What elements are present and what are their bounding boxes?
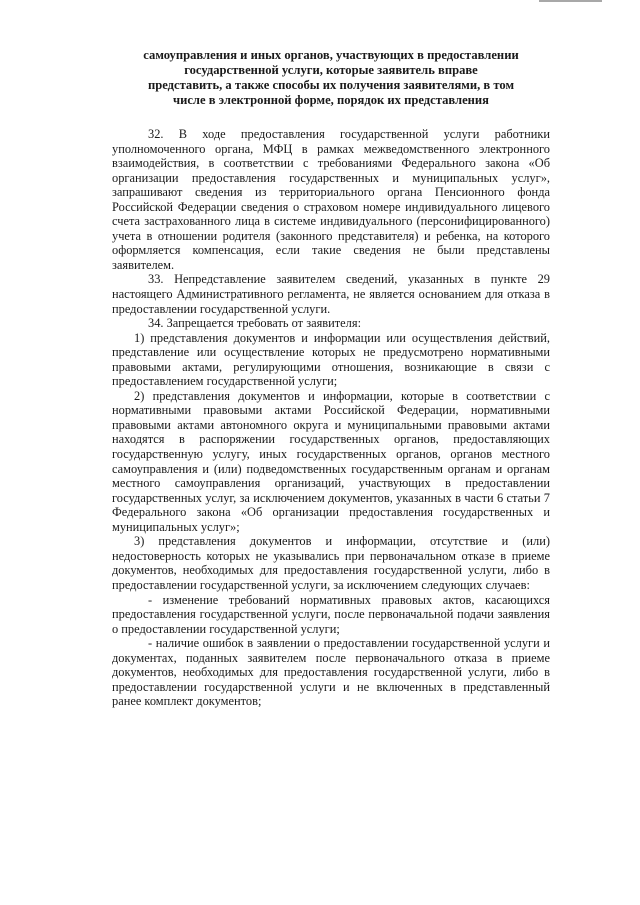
heading-line: числе в электронной форме, порядок их представления (172, 93, 489, 107)
heading-line: представить, а также способы их получения заявителями, в том (147, 78, 515, 92)
paragraph-34: 34. Запрещается требовать от заявителя: (148, 316, 362, 331)
paragraph-34-item-3-case-a: - изменение требований нормативных правовых актов, касающихся предоставления государственной услуги, после первоначальной подачи заявления о предоставлении государственной услуги; (112, 592, 550, 636)
document-page (112, 48, 550, 709)
heading-line: самоуправления и иных органов, участвующих в предоставлении (143, 48, 519, 62)
paragraph-34-item-2: 2) представления документов и информации, которые в соответствии с нормативными правовыми актами Российской Федерации, нормативными правовыми актами автономного округа и муниципальными правовыми актами находятся в распоряжении государственных органов, предоставляющих государственную услугу, иных государственных органов, органов местного самоуправления и (или) подведомственных государственным органам и органам местного самоуправления организаций, участвующих в предоставлении государственных услуг, за исключением документов, указанных в части 6 статьи 7 Федерального закона «Об организации предоставления государственных и муниципальных услуг»; (112, 388, 550, 534)
paragraph-34-item-3-case-b: - наличие ошибок в заявлении о предоставлении государственной услуги и документах, поданных заявителем после первоначального отказа в приеме документов, необходимых для предоставления государственной услуги, либо в предоставлении государственной услуги и не включенных в представленный ранее комплект документов; (112, 636, 550, 709)
heading-line: государственной услуги, которые заявитель вправе (184, 63, 478, 77)
paragraph-32: 32. В ходе предоставления государственной услуги работники уполномоченного органа, МФЦ в рамках межведомственного электронного взаимодействия, в соответствии с требованиями Федерального закона «Об организации предоставления государственных и муниципальных услуг», запрашивают сведения из территориального органа Пенсионного фонда Российской Федерации сведения о страховом номере индивидуального лицевого счета застрахованного лица в системе индивидуального (персонифицированного) учета в отношении родителя (законного представителя) и ребенка, на которого оформляется компенсация, если такие сведения не были представлены заявителем. (112, 127, 550, 272)
paragraph-33: 33. Непредставление заявителем сведений, указанных в пункте 29 настоящего Административного регламента, не является основанием для отказа в предоставлении государственной услуги. (112, 272, 550, 316)
section-heading (112, 48, 550, 108)
page-edge-marker (539, 0, 602, 2)
paragraph-34-item-1: 1) представления документов и информации или осуществления действий, представление или осуществление которых не предусмотрено нормативными правовыми актами, регулирующими отношения, возникающие в связи с предоставлением государственной услуги; (112, 330, 550, 389)
paragraph-34-item-3: 3) представления документов и информации, отсутствие и (или) недостоверность которых не указывались при первоначальном отказе в приеме документов, необходимых для предоставления государственной услуги, либо в предоставлении государственной услуги, за исключением следующих случаев: (112, 534, 550, 592)
